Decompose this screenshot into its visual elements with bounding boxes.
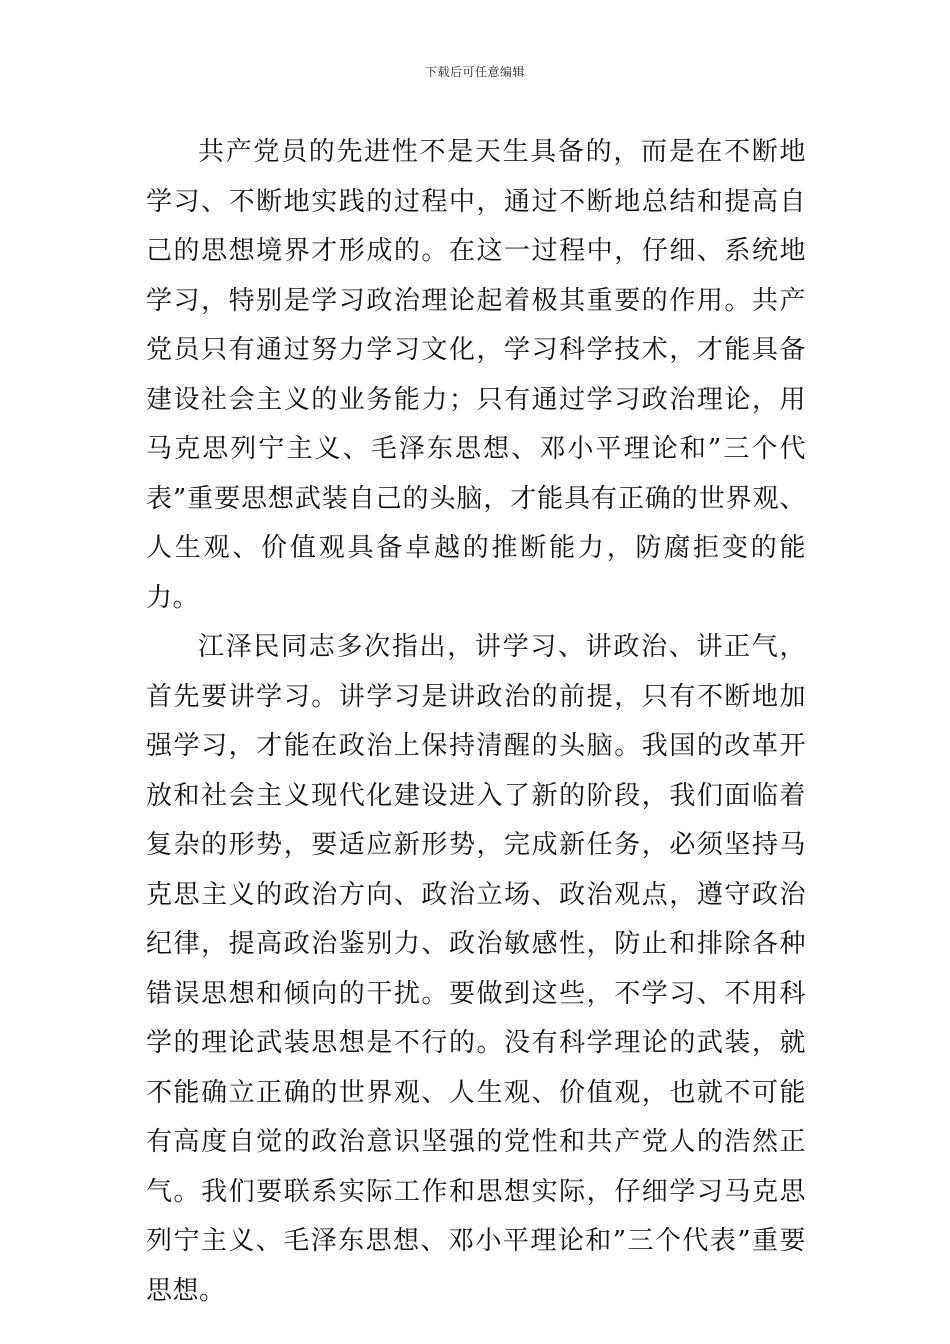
- paragraph-2: 江泽民同志多次指出，讲学习、讲政治、讲正气，首先要讲学习。讲学习是讲政治的前提，只有不断地加强学习，才能在政治上保持清醒的头脑。我国的改革开放和社会主义现代化建设进入了新的阶段，我们面临着复杂的形势，要适应新形势，完成新任务，必须坚持马克思主义的政治方向、政治立场、政治观点，遵守政治纪律，提高政治鉴别力、政治敏感性，防止和排除各种错误思想和倾向的干扰。要做到这些，不学习、不用科学的理论武装思想是不行的。没有科学理论的武装，就不能确立正确的世界观、人生观、价值观，也就不可能有高度自觉的政治意识坚强的党性和共产党人的浩然正气。我们要联系实际工作和思想实际，仔细学习马克思列宁主义、毛泽东思想、邓小平理论和”三个代表”重要思想。: [146, 632, 806, 1306]
- document-body: [146, 128, 806, 1316]
- page-header: 下载后可任意编辑: [424, 65, 525, 79]
- paragraph-1: 共产党员的先进性不是天生具备的，而是在不断地学习、不断地实践的过程中，通过不断地总结和提高自己的思想境界才形成的。在这一过程中，仔细、系统地学习，特别是学习政治理论起着极其重要的作用。共产党员只有通过努力学习文化，学习科学技术，才能具备建设社会主义的业务能力；只有通过学习政治理论，用马克思列宁主义、毛泽东思想、邓小平理论和”三个代表”重要思想武装自己的头脑，才能具有正确的世界观、人生观、价值观具备卓越的推断能力，防腐拒变的能力。: [146, 137, 806, 613]
